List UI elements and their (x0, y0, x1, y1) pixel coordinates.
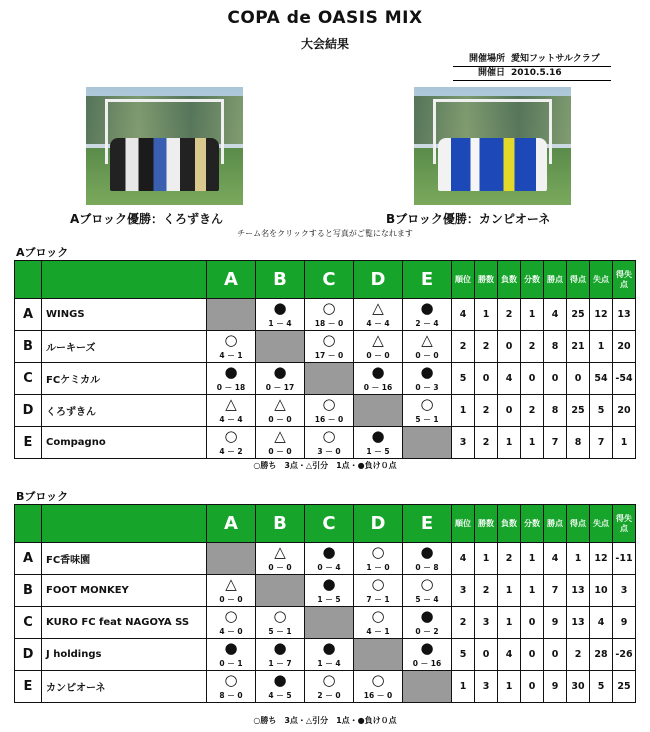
team-name-link[interactable]: FCケミカル (42, 363, 207, 395)
column-header: C (305, 261, 354, 299)
block-a-champion-photo[interactable] (86, 87, 243, 205)
match-result-cell (354, 607, 403, 639)
stat-value: 9 (544, 607, 567, 639)
match-score: 0 － 4 (317, 563, 341, 572)
stat-value: 1 (475, 543, 498, 575)
match-result-cell (256, 427, 305, 459)
stat-value: 1 (613, 427, 636, 459)
match-result-cell (354, 671, 403, 703)
match-score: 16 － 0 (314, 415, 344, 424)
stat-value: 20 (613, 395, 636, 427)
match-result-cell (354, 543, 403, 575)
match-score: 5 － 1 (268, 627, 292, 636)
match-score: 17 － 0 (314, 351, 344, 360)
row-label: E (15, 427, 42, 459)
column-header: D (354, 505, 403, 543)
match-score: 0 － 2 (415, 627, 439, 636)
self-match-cell (256, 575, 305, 607)
result-symbol: △ (274, 543, 286, 561)
row-label: C (15, 607, 42, 639)
match-result-cell (403, 639, 452, 671)
stat-value: 4 (452, 299, 475, 331)
stat-value: 5 (590, 395, 613, 427)
match-score: 0 － 3 (415, 383, 439, 392)
match-result-cell (403, 543, 452, 575)
row-label: A (15, 299, 42, 331)
self-match-cell (403, 671, 452, 703)
stat-value: 4 (452, 543, 475, 575)
stat-value: 4 (498, 639, 521, 671)
team-name-link[interactable]: WINGS (42, 299, 207, 331)
date-row (453, 67, 611, 81)
match-score: 0 － 16 (412, 659, 442, 668)
date-label: 開催日 (477, 68, 505, 78)
result-symbol: ● (273, 639, 287, 657)
stat-value: 4 (590, 607, 613, 639)
self-match-cell (256, 331, 305, 363)
self-match-cell (305, 607, 354, 639)
stat-value: 20 (613, 331, 636, 363)
match-score: 4 － 5 (268, 691, 292, 700)
match-score: 4 － 4 (366, 319, 390, 328)
result-symbol: △ (274, 395, 286, 413)
stat-value: 25 (567, 299, 590, 331)
header-corner (15, 261, 42, 299)
result-symbol: ● (322, 575, 336, 593)
column-header: E (403, 505, 452, 543)
match-result-cell (207, 363, 256, 395)
column-header: A (207, 261, 256, 299)
stat-value: 1 (498, 607, 521, 639)
stat-value: 2 (475, 427, 498, 459)
table-row (15, 395, 636, 427)
stat-value: 28 (590, 639, 613, 671)
result-symbol: ● (273, 299, 287, 317)
result-symbol: ● (420, 363, 434, 381)
match-result-cell (403, 331, 452, 363)
stat-header: 順位 (452, 505, 475, 543)
header-row (15, 505, 636, 543)
match-score: 0 － 0 (415, 351, 439, 360)
stat-value: 4 (498, 363, 521, 395)
team-name-link[interactable]: FOOT MONKEY (42, 575, 207, 607)
result-symbol: ● (420, 543, 434, 561)
row-label: B (15, 575, 42, 607)
photo-team (110, 138, 220, 191)
team-name-link[interactable]: J holdings (42, 639, 207, 671)
table-row (15, 575, 636, 607)
result-symbol: ● (273, 363, 287, 381)
stat-value: 13 (567, 575, 590, 607)
match-result-cell (305, 299, 354, 331)
column-header: A (207, 505, 256, 543)
match-score: 4 － 1 (366, 627, 390, 636)
column-header: D (354, 261, 403, 299)
match-result-cell (256, 607, 305, 639)
stat-value: -54 (613, 363, 636, 395)
stat-value: 3 (452, 575, 475, 607)
stat-value: 2 (475, 331, 498, 363)
match-score: 1 － 4 (317, 659, 341, 668)
match-result-cell (305, 331, 354, 363)
stat-value: 0 (475, 639, 498, 671)
stat-value: 9 (544, 671, 567, 703)
stat-value: 2 (567, 639, 590, 671)
row-label: B (15, 331, 42, 363)
result-symbol: ● (420, 639, 434, 657)
stat-value: 4 (544, 543, 567, 575)
stat-value: 7 (590, 427, 613, 459)
result-symbol: ● (371, 363, 385, 381)
self-match-cell (354, 639, 403, 671)
match-result-cell (403, 299, 452, 331)
stat-value: 0 (567, 363, 590, 395)
stat-value: 8 (567, 427, 590, 459)
date-value: 2010.5.16 (511, 68, 562, 78)
stat-value: 1 (521, 575, 544, 607)
match-score: 1 － 0 (366, 563, 390, 572)
table-row (15, 363, 636, 395)
stat-value: 10 (590, 575, 613, 607)
result-symbol: ○ (371, 671, 385, 689)
block-a-title: Aブロック (16, 246, 69, 259)
match-score: 4 － 4 (219, 415, 243, 424)
stat-value: 13 (567, 607, 590, 639)
result-symbol: ○ (371, 543, 385, 561)
result-symbol: ● (224, 363, 238, 381)
stat-header: 負数 (498, 261, 521, 299)
stat-value: 1 (452, 395, 475, 427)
venue-row (453, 53, 611, 67)
block-b-champion-photo[interactable] (414, 87, 571, 205)
table-row (15, 639, 636, 671)
result-symbol: △ (274, 427, 286, 445)
result-symbol: ○ (420, 395, 434, 413)
stat-value: 2 (452, 331, 475, 363)
stat-value: 2 (498, 543, 521, 575)
match-score: 5 － 1 (415, 415, 439, 424)
stat-value: 25 (613, 671, 636, 703)
stat-value: 21 (567, 331, 590, 363)
stat-value: 8 (544, 331, 567, 363)
stat-value: 1 (521, 427, 544, 459)
result-symbol: ○ (322, 395, 336, 413)
stat-value: 1 (590, 331, 613, 363)
header-corner (15, 505, 42, 543)
header-row (15, 261, 636, 299)
team-name-link[interactable]: Compagno (42, 427, 207, 459)
stat-value: 4 (544, 299, 567, 331)
stat-value: 2 (452, 607, 475, 639)
team-name-link[interactable]: ルーキーズ (42, 331, 207, 363)
stat-header: 失点 (590, 261, 613, 299)
result-symbol: △ (225, 395, 237, 413)
block-b-table (14, 504, 636, 703)
table-row (15, 331, 636, 363)
stat-value: 2 (475, 575, 498, 607)
match-result-cell (354, 363, 403, 395)
match-score: 0 － 0 (268, 447, 292, 456)
page-subtitle: 大会結果 (300, 37, 349, 51)
result-symbol: ○ (322, 671, 336, 689)
stat-value: 3 (475, 607, 498, 639)
result-symbol: ○ (273, 607, 287, 625)
stat-value: 5 (452, 363, 475, 395)
stat-value: 0 (544, 639, 567, 671)
stat-value: 9 (613, 607, 636, 639)
stat-value: 7 (544, 575, 567, 607)
match-result-cell (305, 543, 354, 575)
stat-value: 1 (475, 299, 498, 331)
team-name-link[interactable]: くろずきん (42, 395, 207, 427)
match-score: 18 － 0 (314, 319, 344, 328)
stat-header: 得失点 (613, 505, 636, 543)
team-name-link[interactable]: KURO FC feat NAGOYA SS (42, 607, 207, 639)
result-symbol: ● (420, 299, 434, 317)
match-result-cell (354, 427, 403, 459)
self-match-cell (403, 427, 452, 459)
stat-header: 勝点 (544, 505, 567, 543)
match-score: 7 － 1 (366, 595, 390, 604)
block-a-table (14, 260, 636, 459)
row-label: C (15, 363, 42, 395)
stat-value: 0 (521, 639, 544, 671)
stat-header: 失点 (590, 505, 613, 543)
result-symbol: ○ (322, 299, 336, 317)
page-title: COPA de OASIS MIX (227, 8, 423, 28)
match-score: 0 － 0 (268, 415, 292, 424)
block-b-legend: ○勝ち 3点・△引分 1点・●負け０点 (253, 716, 397, 725)
match-score: 16 － 0 (363, 691, 393, 700)
match-score: 0 － 1 (219, 659, 243, 668)
result-symbol: ○ (224, 331, 238, 349)
self-match-cell (305, 363, 354, 395)
match-result-cell (207, 607, 256, 639)
stat-value: 0 (521, 671, 544, 703)
venue-label: 開催場所 (468, 54, 505, 64)
stat-value: 3 (475, 671, 498, 703)
match-result-cell (305, 639, 354, 671)
match-result-cell (207, 427, 256, 459)
stat-value: 0 (521, 607, 544, 639)
stat-value: 30 (567, 671, 590, 703)
stat-value: 1 (452, 671, 475, 703)
stat-value: 5 (452, 639, 475, 671)
table-row (15, 607, 636, 639)
row-label: E (15, 671, 42, 703)
result-symbol: ○ (224, 671, 238, 689)
match-result-cell (256, 671, 305, 703)
match-result-cell (256, 299, 305, 331)
result-symbol: △ (225, 575, 237, 593)
match-result-cell (207, 331, 256, 363)
match-result-cell (403, 395, 452, 427)
stat-value: 2 (521, 331, 544, 363)
venue-value: 愛知フットサルクラブ (511, 54, 600, 64)
block-a-champion: Aブロック優勝：くろずきん (70, 212, 224, 226)
match-score: 0 － 0 (219, 595, 243, 604)
stat-value: 0 (544, 363, 567, 395)
match-result-cell (305, 427, 354, 459)
header-team (42, 505, 207, 543)
match-result-cell (207, 575, 256, 607)
table-row (15, 671, 636, 703)
stat-header: 順位 (452, 261, 475, 299)
match-result-cell (403, 607, 452, 639)
match-score: 4 － 0 (219, 627, 243, 636)
stat-value: 2 (475, 395, 498, 427)
result-symbol: ○ (420, 575, 434, 593)
match-result-cell (207, 671, 256, 703)
match-result-cell (403, 575, 452, 607)
self-match-cell (207, 543, 256, 575)
result-symbol: ● (371, 427, 385, 445)
stat-value: 5 (590, 671, 613, 703)
stat-value: -26 (613, 639, 636, 671)
match-score: 0 － 0 (268, 563, 292, 572)
stat-header: 勝点 (544, 261, 567, 299)
stat-value: 3 (452, 427, 475, 459)
match-score: 1 － 5 (366, 447, 390, 456)
row-label: A (15, 543, 42, 575)
stat-value: 1 (498, 671, 521, 703)
column-header: E (403, 261, 452, 299)
result-symbol: ○ (371, 575, 385, 593)
table-row (15, 427, 636, 459)
stat-value: 1 (521, 299, 544, 331)
result-symbol: ○ (224, 427, 238, 445)
block-a-legend: ○勝ち 3点・△引分 1点・●負け０点 (253, 461, 397, 470)
result-symbol: △ (372, 331, 384, 349)
result-symbol: ● (273, 671, 287, 689)
match-score: 0 － 16 (363, 383, 393, 392)
result-symbol: ● (322, 639, 336, 657)
match-score: 2 － 0 (317, 691, 341, 700)
match-score: 1 － 7 (268, 659, 292, 668)
match-score: 0 － 0 (366, 351, 390, 360)
self-match-cell (207, 299, 256, 331)
match-score: 4 － 2 (219, 447, 243, 456)
stat-value: 25 (567, 395, 590, 427)
stat-value: 13 (613, 299, 636, 331)
match-result-cell (256, 363, 305, 395)
table-row (15, 543, 636, 575)
match-score: 8 － 0 (219, 691, 243, 700)
match-result-cell (403, 363, 452, 395)
column-header: B (256, 261, 305, 299)
stat-value: 12 (590, 299, 613, 331)
match-result-cell (305, 395, 354, 427)
stat-value: 54 (590, 363, 613, 395)
stat-value: 0 (475, 363, 498, 395)
stat-value: 2 (521, 395, 544, 427)
stat-value: 1 (498, 575, 521, 607)
result-symbol: △ (372, 299, 384, 317)
match-score: 0 － 18 (216, 383, 246, 392)
match-result-cell (354, 575, 403, 607)
match-score: 2 － 4 (415, 319, 439, 328)
self-match-cell (354, 395, 403, 427)
match-result-cell (256, 639, 305, 671)
stat-header: 勝数 (475, 261, 498, 299)
stat-header: 得点 (567, 505, 590, 543)
column-header: B (256, 505, 305, 543)
stat-header: 勝数 (475, 505, 498, 543)
stat-value: 1 (498, 427, 521, 459)
stat-value: 1 (567, 543, 590, 575)
match-score: 5 － 4 (415, 595, 439, 604)
match-result-cell (354, 299, 403, 331)
match-result-cell (256, 543, 305, 575)
stat-value: 0 (521, 363, 544, 395)
result-symbol: △ (421, 331, 433, 349)
stat-header: 負数 (498, 505, 521, 543)
stat-value: 2 (498, 299, 521, 331)
match-score: 0 － 8 (415, 563, 439, 572)
row-label: D (15, 639, 42, 671)
photo-team (438, 138, 548, 191)
stat-value: -11 (613, 543, 636, 575)
stat-header: 得失点 (613, 261, 636, 299)
match-score: 4 － 1 (219, 351, 243, 360)
block-b-champion: Bブロック優勝：カンピオーネ (386, 212, 551, 226)
block-b-title: Bブロック (16, 490, 69, 503)
match-score: 0 － 17 (265, 383, 295, 392)
table-row (15, 299, 636, 331)
click-note: チーム名をクリックすると写真がご覧になれます (237, 229, 413, 238)
column-header: C (305, 505, 354, 543)
match-score: 1 － 5 (317, 595, 341, 604)
match-result-cell (305, 671, 354, 703)
match-result-cell (354, 331, 403, 363)
team-name-link[interactable]: FC香味園 (42, 543, 207, 575)
row-label: D (15, 395, 42, 427)
result-symbol: ○ (371, 607, 385, 625)
match-result-cell (256, 395, 305, 427)
stat-value: 3 (613, 575, 636, 607)
match-result-cell (207, 395, 256, 427)
team-name-link[interactable]: カンピオーネ (42, 671, 207, 703)
stat-header: 分数 (521, 261, 544, 299)
result-symbol: ● (420, 607, 434, 625)
match-result-cell (207, 639, 256, 671)
result-symbol: ○ (322, 427, 336, 445)
stat-value: 0 (498, 395, 521, 427)
stat-header: 得点 (567, 261, 590, 299)
stat-value: 1 (521, 543, 544, 575)
stat-value: 0 (498, 331, 521, 363)
result-symbol: ○ (322, 331, 336, 349)
result-symbol: ● (322, 543, 336, 561)
result-symbol: ● (224, 639, 238, 657)
stat-value: 7 (544, 427, 567, 459)
stat-header: 分数 (521, 505, 544, 543)
match-score: 3 － 0 (317, 447, 341, 456)
stat-value: 12 (590, 543, 613, 575)
result-symbol: ○ (224, 607, 238, 625)
header-team (42, 261, 207, 299)
stat-value: 8 (544, 395, 567, 427)
match-score: 1 － 4 (268, 319, 292, 328)
match-result-cell (305, 575, 354, 607)
